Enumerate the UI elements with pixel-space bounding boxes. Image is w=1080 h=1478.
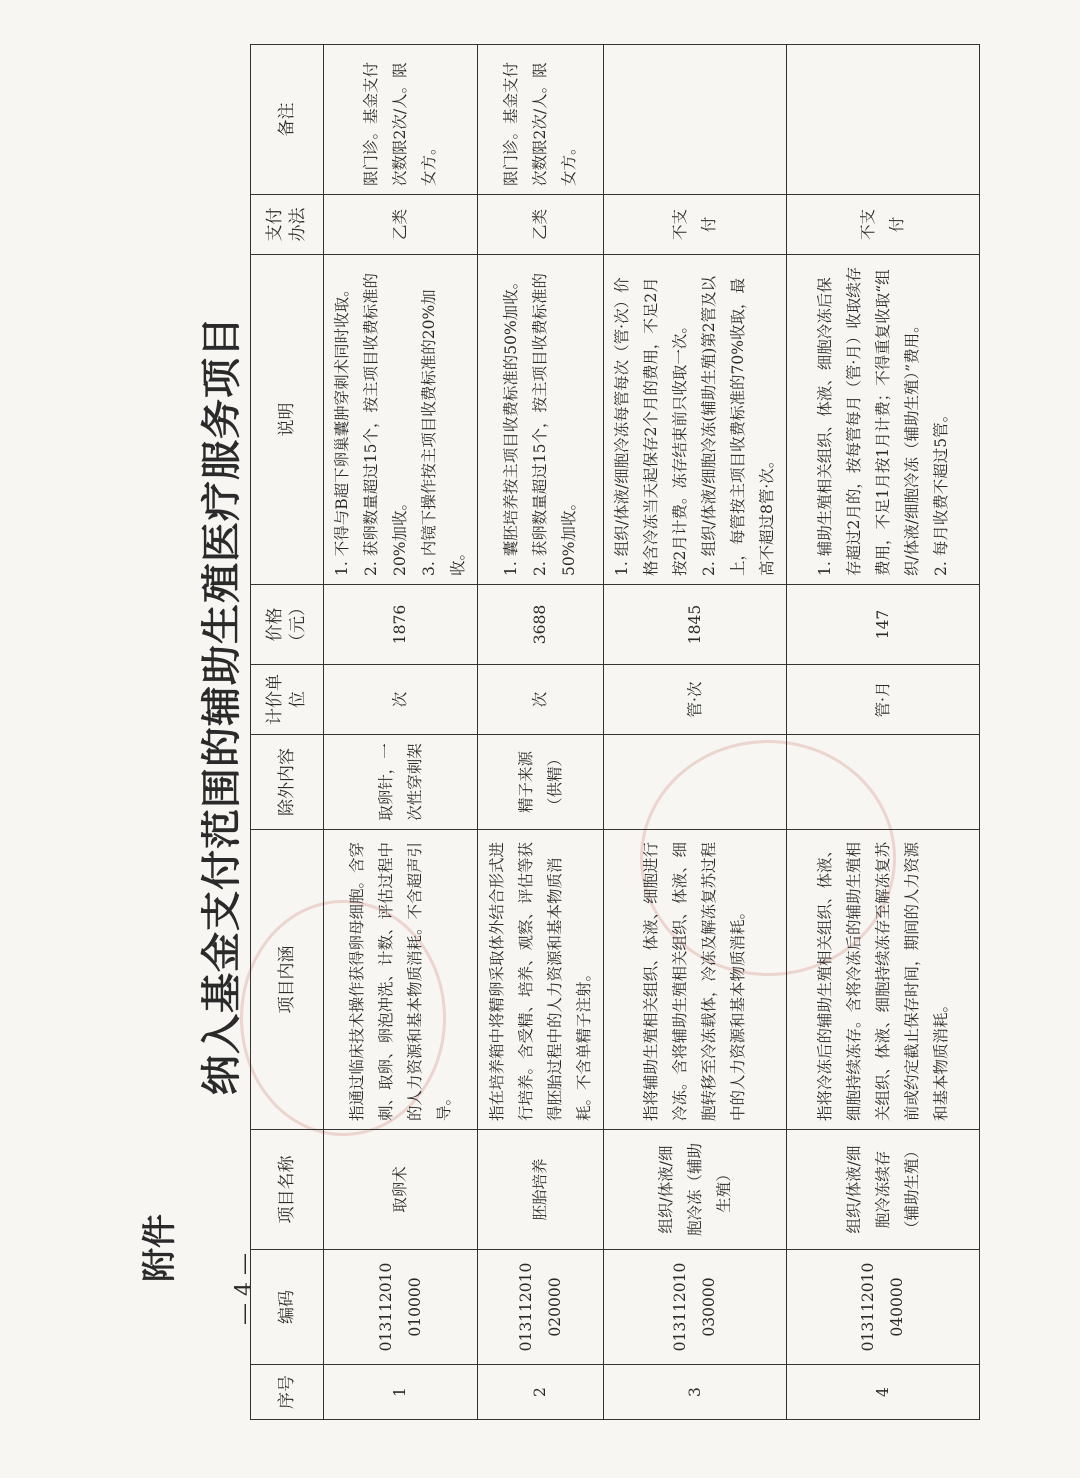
cell-payment: 乙类 [324,195,478,255]
cell-remark: 限门诊。基金支付次数限2次/人。限女方。 [478,45,604,195]
cell-name: 取卵术 [324,1130,478,1250]
cell-code: 013112010040000 [787,1250,980,1365]
column-header: 项目内涵 [251,830,324,1130]
column-header: 计价单位 [251,665,324,735]
cell-no: 1 [324,1365,478,1420]
cell-code: 013112010020000 [478,1250,604,1365]
cell-code: 013112010010000 [324,1250,478,1365]
fee-table [250,44,980,1420]
cell-remark [787,45,980,195]
table-row [787,45,980,1420]
column-header: 项目名称 [251,1130,324,1250]
cell-payment: 乙类 [478,195,604,255]
page-title: 纳入基金支付范围的辅助生殖医疗服务项目 [199,316,245,1095]
column-header: 备注 [251,45,324,195]
cell-price: 1845 [604,585,787,665]
cell-notes: 1. 辅助生殖相关组织、体液、细胞冷冻后保存超过2月的，按每管每月（管·月）收取续存费用，不足1月按1月计费；不得重复收取“组织/体液/细胞冷冻（辅助生殖）”费用。 2. 每月收费不超过5管。 [787,255,980,585]
fee-table-container [250,45,950,1420]
cell-payment: 不支付 [604,195,787,255]
cell-no: 4 [787,1365,980,1420]
table-row [478,45,604,1420]
cell-price: 147 [787,585,980,665]
cell-unit: 次 [478,665,604,735]
cell-remark [604,45,787,195]
column-header: 支付办法 [251,195,324,255]
cell-notes: 1. 囊胚培养按主项目收费标准的50%加收。 2. 获卵数量超过15个，按主项目收费标准的50%加收。 [478,255,604,585]
cell-excluded [787,735,980,830]
table-row [604,45,787,1420]
cell-excluded: 取卵针，一次性穿刺架 [324,735,478,830]
cell-content: 指通过临床技术操作获得卵母细胞。含穿刺、取卵、卵泡冲洗、计数、评估过程中的人力资源和基本物质消耗。不含超声引导。 [324,830,478,1130]
cell-no: 2 [478,1365,604,1420]
cell-price: 1876 [324,585,478,665]
column-header: 除外内容 [251,735,324,830]
table-header-row [251,45,324,1420]
cell-notes: 1. 组织/体液/细胞冷冻每管每次（管·次）价格含冷冻当天起保存2个月的费用，不足2月按2月计费。冻存结束前只收取一次。 2. 组织/体液/细胞冷冻(辅助生殖)第2管及以上，每管按主项目收费标准的70%收取，最高不超过8管·次。 [604,255,787,585]
column-header: 序号 [251,1365,324,1420]
column-header: 编码 [251,1250,324,1365]
cell-name: 组织/体液/细胞冷冻续存（辅助生殖） [787,1130,980,1250]
page-number: — 4 — [232,1253,257,1325]
cell-payment: 不支付 [787,195,980,255]
table-row [324,45,478,1420]
cell-name: 组织/体液/细胞冷冻（辅助生殖） [604,1130,787,1250]
cell-content: 指将辅助生殖相关组织、体液、细胞进行冷冻。含将辅助生殖相关组织、体液、细胞转移至冷冻载体，冷冻及解冻复苏过程中的人力资源和基本物质消耗。 [604,830,787,1130]
attachment-label: 附件 [140,1214,180,1282]
cell-notes: 1. 不得与B超下卵巢囊肿穿刺术同时收取。 2. 获卵数量超过15个，按主项目收费标准的20%加收。 3. 内镜下操作按主项目收费标准的20%加收。 [324,255,478,585]
cell-name: 胚胎培养 [478,1130,604,1250]
cell-content: 指在培养箱中将精卵采取体外结合形式进行培养。含受精、培养、观察、评估等获得胚胎过程中的人力资源和基本物质消耗。不含单精子注射。 [478,830,604,1130]
cell-unit: 管·月 [787,665,980,735]
cell-unit: 管·次 [604,665,787,735]
column-header: 价格（元） [251,585,324,665]
cell-excluded [604,735,787,830]
column-header: 说明 [251,255,324,585]
cell-remark: 限门诊。基金支付次数限2次/人。限女方。 [324,45,478,195]
cell-excluded: 精子来源（供精） [478,735,604,830]
cell-unit: 次 [324,665,478,735]
cell-code: 013112010030000 [604,1250,787,1365]
cell-price: 3688 [478,585,604,665]
cell-content: 指将冷冻后的辅助生殖相关组织、体液、细胞持续冻存。含将冷冻后的辅助生殖相关组织、体液、细胞持续冻存至解冻复苏前或约定截止保存时间，期间的人力资源和基本物质消耗。 [787,830,980,1130]
cell-no: 3 [604,1365,787,1420]
